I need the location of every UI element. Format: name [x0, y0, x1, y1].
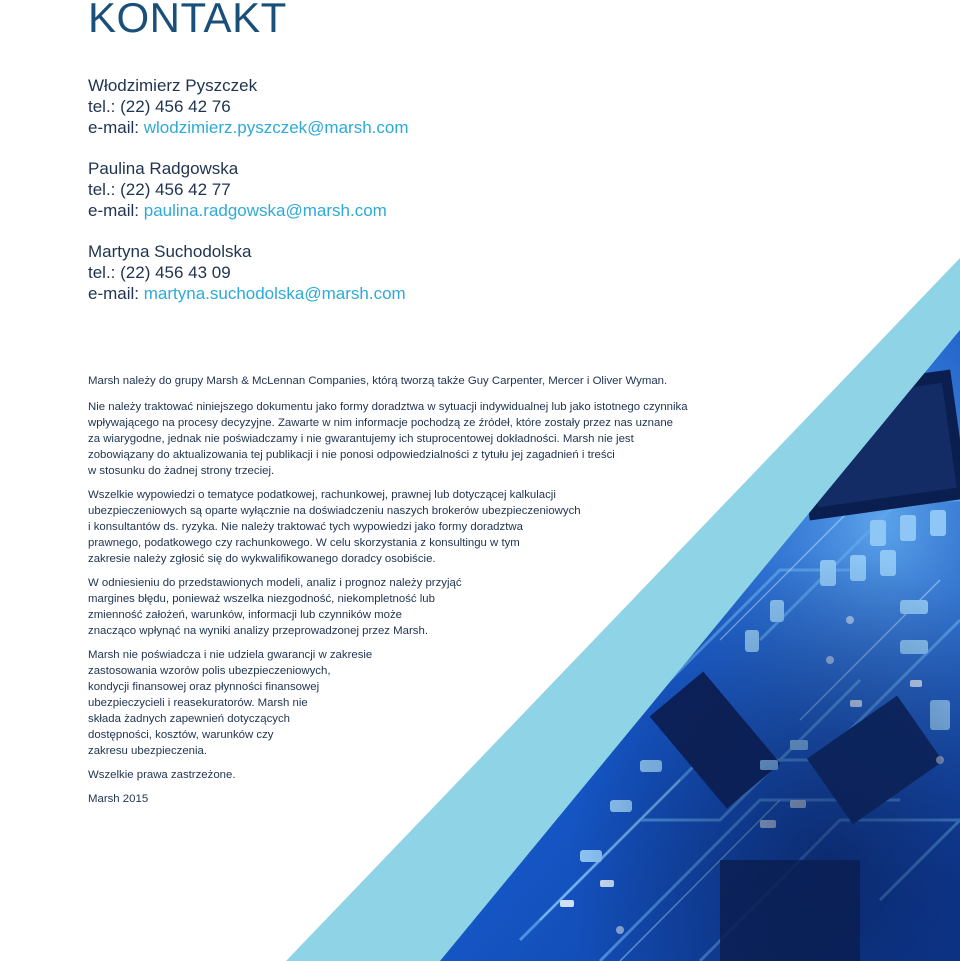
text-line: dostępności, kosztów, warunków czy	[88, 729, 274, 741]
text-line: ubezpieczycieli i reasekuratorów. Marsh nie	[88, 697, 308, 709]
contact-name: Paulina Radgowska	[88, 159, 239, 178]
contact-email-link[interactable]: martyna.suchodolska@marsh.com	[143, 284, 406, 303]
text-line: zakresie należy zgłosić się do wykwalifikowanego doradcy osobiście.	[88, 553, 436, 565]
text-line: Nie należy traktować niniejszego dokumentu jako formy doradztwa w sytuacji indywidualnej lub jako istotnego czynnika	[88, 401, 688, 413]
email-label: e-mail:	[88, 284, 144, 303]
text-line: znacząco wpłynąć na wyniki analizy przeprowadzonej przez Marsh.	[88, 625, 428, 637]
email-label: e-mail:	[88, 118, 144, 137]
contact-email-row	[88, 283, 409, 304]
contact-email-row	[88, 117, 409, 138]
text-line: Wszelkie prawa zastrzeżone.	[88, 769, 236, 781]
group-membership-paragraph	[88, 373, 728, 389]
text-line: Marsh należy do grupy Marsh & McLennan Companies, którą tworzą także Guy Carpenter, Mercer i Oliver Wyman.	[88, 375, 668, 387]
contact-phone: tel.: (22) 456 43 09	[88, 263, 231, 282]
text-line: zastosowania wzorów polis ubezpieczeniowych,	[88, 665, 331, 677]
text-line: zobowiązany do aktualizowania tej publikacji i nie ponosi odpowiedzialności z tytułu jej zagadnień i treści	[88, 449, 615, 461]
contact-phone: tel.: (22) 456 42 76	[88, 97, 231, 116]
contact-list	[88, 75, 409, 324]
text-line: ubezpieczeniowych są oparte wyłącznie na doświadczeniu naszych brokerów ubezpieczeniowych	[88, 505, 581, 517]
contact-entry	[88, 158, 409, 221]
text-line: składa żadnych zapewnień dotyczących	[88, 713, 290, 725]
contact-email-link[interactable]: wlodzimierz.pyszczek@marsh.com	[143, 118, 409, 137]
text-line: zmienność założeń, warunków, informacji lub czynników może	[88, 609, 403, 621]
text-line: zakresu ubezpieczenia.	[88, 745, 208, 757]
text-line: w stosunku do żadnej strony trzeciej.	[88, 465, 275, 477]
text-line: margines błędu, ponieważ wszelka niezgodność, niekompletność lub	[88, 593, 435, 605]
contact-name: Martyna Suchodolska	[88, 242, 252, 261]
contact-email-link[interactable]: paulina.radgowska@marsh.com	[143, 201, 387, 220]
contact-entry	[88, 75, 409, 138]
contact-email-row	[88, 200, 409, 221]
text-line: W odniesieniu do przedstawionych modeli, analiz i prognoz należy przyjąć	[88, 577, 462, 589]
page-title: KONTAKT	[88, 0, 287, 41]
legal-notice	[88, 373, 728, 815]
text-line: kondycji finansowej oraz płynności finansowej	[88, 681, 320, 693]
text-line: i konsultantów ds. ryzyka. Nie należy traktować tych wypowiedzi jako formy doradztwa	[88, 521, 523, 533]
contact-entry	[88, 241, 409, 304]
rights-reserved	[88, 767, 728, 783]
contact-name: Włodzimierz Pyszczek	[88, 76, 258, 95]
text-line: wpływającego na procesy decyzyjne. Zawarte w nim informacje pochodzą ze źródeł, które zostały przez nas uznane	[88, 417, 674, 429]
text-line: Marsh 2015	[88, 793, 149, 805]
disclaimer-paragraph	[88, 399, 728, 479]
tax-statement-paragraph	[88, 487, 728, 567]
email-label: e-mail:	[88, 201, 144, 220]
guarantee-paragraph	[88, 647, 728, 759]
text-line: Marsh nie poświadcza i nie udziela gwarancji w zakresie	[88, 649, 373, 661]
text-line: Wszelkie wypowiedzi o tematyce podatkowej, rachunkowej, prawnej lub dotyczącej kalkulacji	[88, 489, 556, 501]
contact-phone: tel.: (22) 456 42 77	[88, 180, 231, 199]
copyright-year	[88, 791, 728, 807]
models-paragraph	[88, 575, 728, 639]
text-line: prawnego, podatkowego czy rachunkowego. W celu skorzystania z konsultingu w tym	[88, 537, 520, 549]
text-line: za wiarygodne, jednak nie poświadczamy i nie gwarantujemy ich stuprocentowej dokładności. Marsh nie jest	[88, 433, 634, 445]
